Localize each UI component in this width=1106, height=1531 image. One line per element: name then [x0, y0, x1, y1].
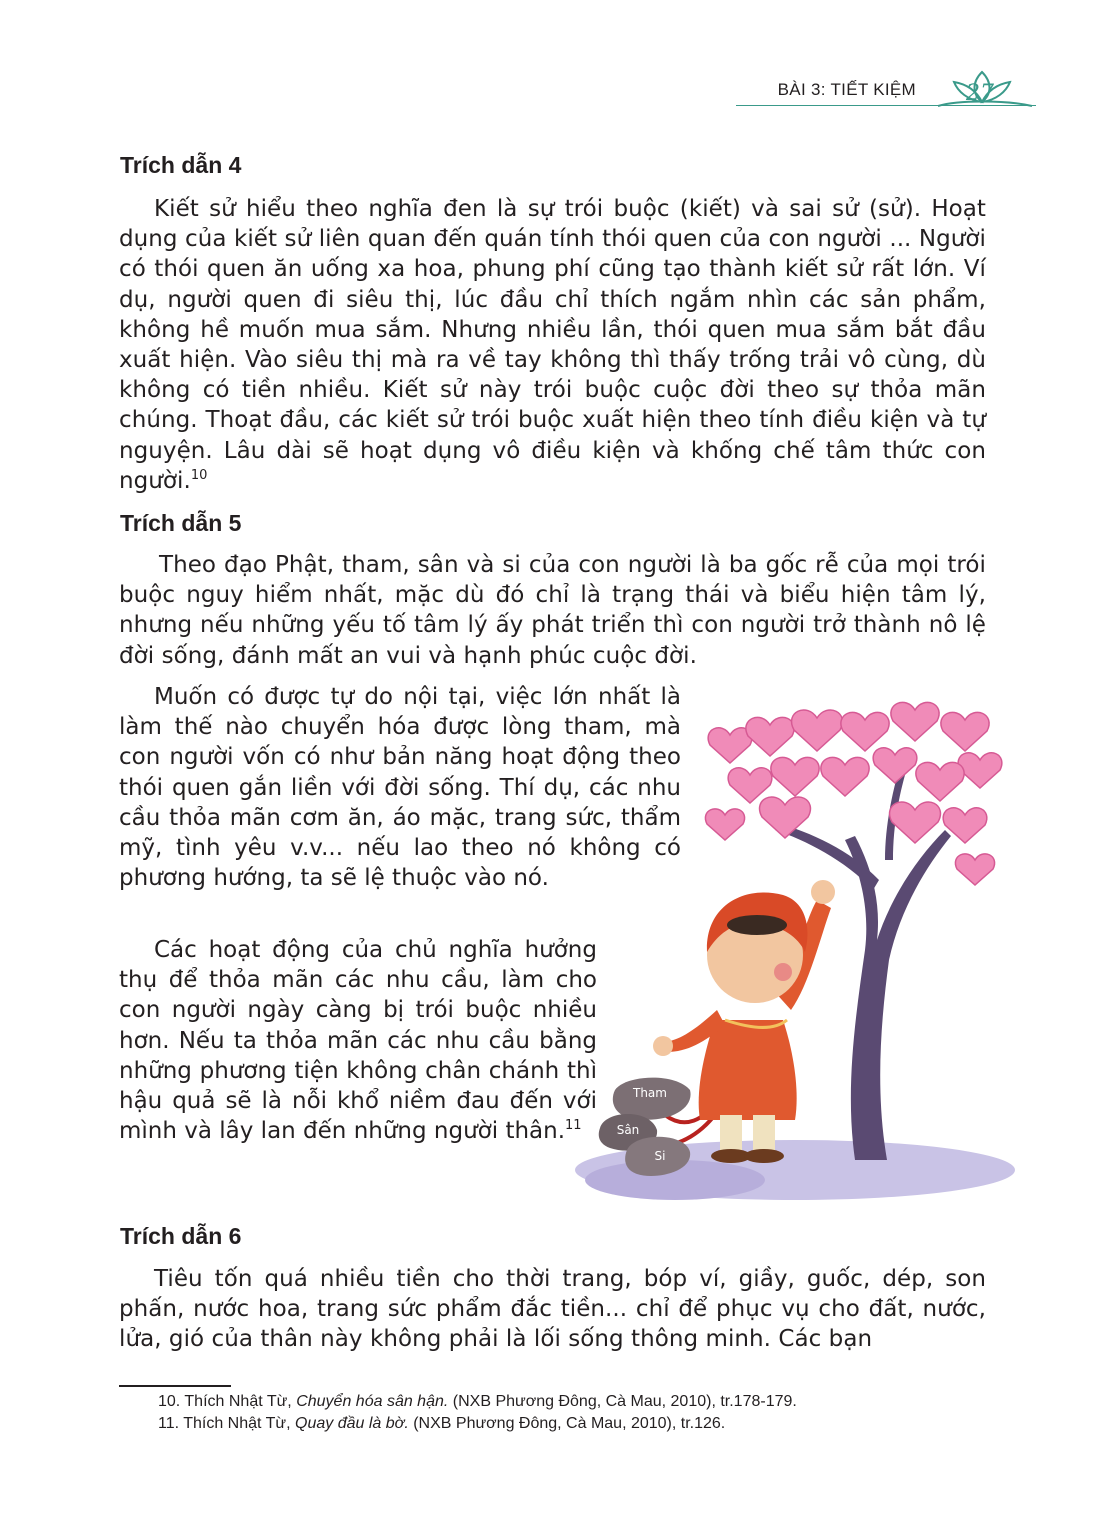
footnote-title: Quay đầu là bờ.	[295, 1415, 409, 1432]
footnote-ref-11: 11	[565, 1118, 582, 1134]
stone-label-tham: Tham	[633, 1086, 667, 1100]
footnote-ref-10: 10	[190, 467, 208, 483]
footnote-author: Thích Nhật Từ,	[183, 1415, 291, 1432]
quote-5-paragraph-2: Muốn có được tự do nội tại, việc lớn nhất là làm thế nào chuyển hóa được lòng tham, mà con người vốn có như bản năng hoạt động theo thói quen gắn liền với đời sống. Thí dụ, các nhu cầu thỏa mãn cơm ăn, áo mặc, trang sức, thẩm mỹ, tình yêu v.v... nếu lao theo nó không có phương hướng, ta sẽ lệ thuộc vào nó.	[119, 684, 681, 892]
stone-label-si: Si	[654, 1149, 666, 1163]
quote-4-text: Kiết sử hiểu theo nghĩa đen là sự trói buộc (kiết) và sai sử (sử). Hoạt dụng của kiết sử liên quan đến quán tính thói quen của con người ... Người có thói quen ăn uống xa hoa, phung phí cũng tạo thành kiết sử rất lớn. Ví dụ, người quen đi siêu thị, lúc đầu chỉ thích ngắm nhìn các sản phẩm, không hề muốn mua sắm. Nhưng nhiều lần, thói quen mua sắm bắt đầu xuất hiện. Vào siêu thị mà ra về tay không thì thấy trống trải vô cùng, dù không có tiền nhiều. Kiết sử này trói buộc cuộc đời theo sự thỏa mãn chúng. Thoạt đầu, các kiết sử trói buộc xuất hiện theo tính điều kiện và tự nguyện. Lâu dài sẽ hoạt dụng vô điều kiện và khống chế tâm thức con người.	[119, 196, 986, 494]
section-title: BÀI 3: TIẾT KIỆM	[777, 80, 916, 99]
page-header	[736, 76, 1036, 116]
footnote-number: 10.	[158, 1393, 181, 1410]
footnote-10	[158, 1393, 797, 1411]
footnote-author: Thích Nhật Từ,	[184, 1393, 292, 1410]
heading-quote-4: Trích dẫn 4	[120, 152, 242, 178]
footnote-publication: (NXB Phương Đông, Cà Mau, 2010), tr.126.	[413, 1415, 726, 1432]
quote-5-paragraph-3	[119, 935, 597, 1146]
footnote-publication: (NXB Phương Đông, Cà Mau, 2010), tr.178-179.	[452, 1393, 797, 1410]
quote-5-paragraph-3-text: Các hoạt động của chủ nghĩa hưởng thụ để thỏa mãn các nhu cầu, làm cho con người ngày càng bị trói buộc nhiều hơn. Nếu ta thỏa mãn các nhu cầu bằng những phương tiện không chân chánh thì hậu quả sẽ là nỗi khổ niềm đau đến với mình và lây lan đến những người thân.	[119, 937, 597, 1145]
footnote-11	[158, 1415, 725, 1433]
page-number: 27	[966, 81, 994, 106]
heading-quote-6: Trích dẫn 6	[120, 1223, 242, 1249]
quote-5-paragraph-1: Theo đạo Phật, tham, sân và si của con người là ba gốc rễ của mọi trói buộc nguy hiểm nhất, mặc dù đó chỉ là trạng thái và biểu hiện tâm lý, nhưng nếu những yếu tố tâm lý ấy phát triển thì con người trở thành nô lệ đời sống, đánh mất an vui và hạnh phúc cuộc đời.	[119, 552, 986, 669]
stone-label-san: Sân	[616, 1123, 640, 1137]
footnote-title: Chuyển hóa sân hận.	[296, 1393, 449, 1410]
footnote-number: 11.	[158, 1415, 180, 1432]
heading-quote-5: Trích dẫn 5	[120, 510, 242, 536]
tree-trunk	[845, 830, 951, 1160]
footnote-rule	[119, 1385, 231, 1387]
quote-6-body: Tiêu tốn quá nhiều tiền cho thời trang, bóp ví, giầy, guốc, dép, son phấn, nước hoa, trang sức phẩm đắc tiền... chỉ để phục vụ cho đất, nước, lửa, gió của thân này không phải là lối sống thông minh. Các bạn	[119, 1266, 986, 1353]
child-under-heart-tree-illustration	[555, 690, 1015, 1220]
quote-4-body	[119, 194, 986, 496]
